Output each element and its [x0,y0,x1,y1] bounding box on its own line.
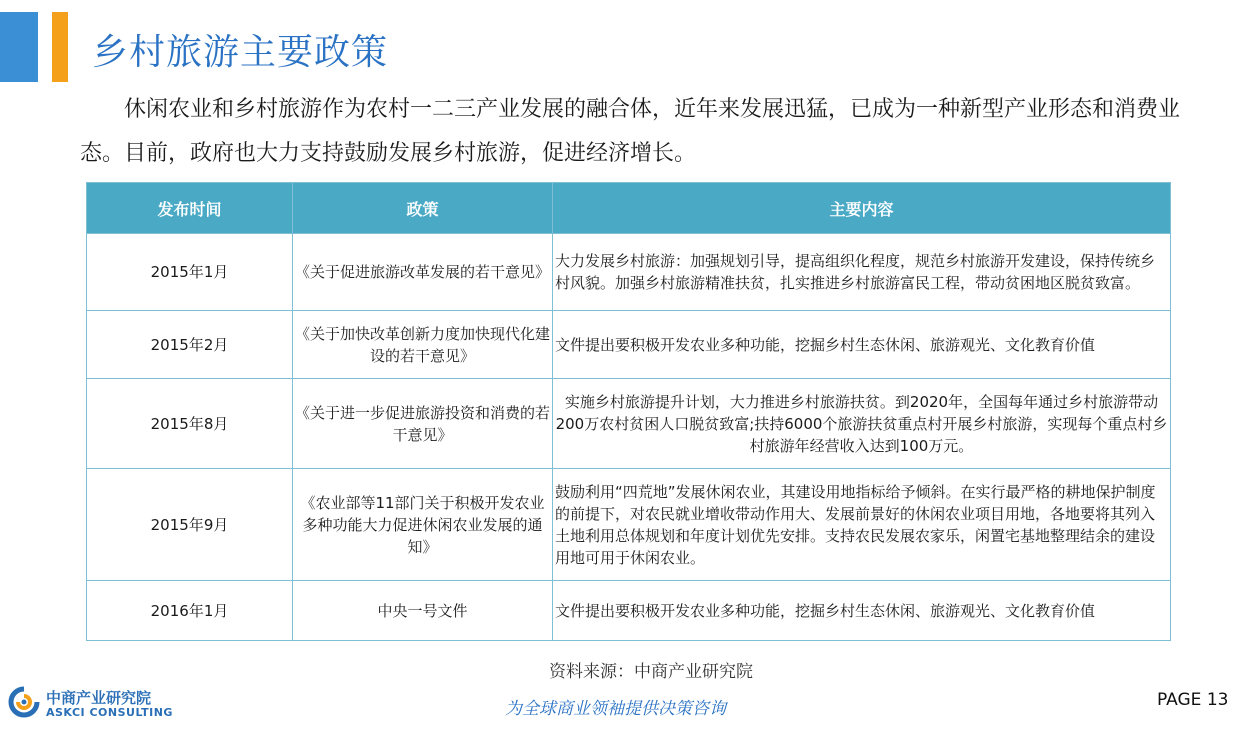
row-content: 鼓励利用“四荒地”发展休闲农业，其建设用地指标给予倾斜。在实行最严格的耕地保护制度的前提下，对农民就业增收带动作用大、发展前景好的休闲农业项目用地，各地要将其列入土地利用总体规划和年度计划优先安排。支持农民发展农家乐，闲置宅基地整理结余的建设用地可用于休闲农业。 [553,469,1171,581]
askci-logo [8,686,178,722]
logo-text-cn: 中商产业研究院 [46,689,152,707]
policy-table [86,182,1171,641]
row-date: 2016年1月 [87,581,293,641]
row-content: 实施乡村旅游提升计划，大力推进乡村旅游扶贫。到2020年，全国每年通过乡村旅游带动200万农村贫困人口脱贫致富;扶持6000个旅游扶贫重点村开展乡村旅游，实现每个重点村乡村旅游年经营收入达到100万元。 [553,379,1171,469]
col-header-content: 主要内容 [553,183,1171,234]
table-row [87,234,1171,311]
row-policy: 中央一号文件 [293,581,553,641]
row-date: 2015年9月 [87,469,293,581]
table-row [87,379,1171,469]
source-note: 资料来源：中商产业研究院 [549,662,753,682]
askci-logo-icon [8,686,40,720]
row-policy: 《农业部等11部门关于积极开发农业多种功能大力促进休闲农业发展的通知》 [293,469,553,581]
row-content: 文件提出要积极开发农业多种功能，挖掘乡村生态休闲、旅游观光、文化教育价值 [553,581,1171,641]
row-date: 2015年8月 [87,379,293,469]
row-date: 2015年1月 [87,234,293,311]
col-header-policy: 政策 [293,183,553,234]
page-title: 乡村旅游主要政策 [92,32,389,73]
accent-bar-blue [0,12,38,82]
accent-bar-orange [52,12,68,82]
row-date: 2015年2月 [87,311,293,379]
col-header-date: 发布时间 [87,183,293,234]
row-policy: 《关于加快改革创新力度加快现代化建设的若干意见》 [293,311,553,379]
table-row [87,581,1171,641]
row-policy: 《关于促进旅游改革发展的若干意见》 [293,234,553,311]
footer-slogan: 为全球商业领袖提供决策咨询 [505,699,726,719]
page-number: PAGE 13 [1157,690,1229,710]
row-policy: 《关于进一步促进旅游投资和消费的若干意见》 [293,379,553,469]
intro-paragraph: 休闲农业和乡村旅游作为农村一二三产业发展的融合体，近年来发展迅猛，已成为一种新型产业形态和消费业态。目前，政府也大力支持鼓励发展乡村旅游，促进经济增长。 [80,97,1181,166]
row-content: 大力发展乡村旅游：加强规划引导，提高组织化程度，规范乡村旅游开发建设，保持传统乡村风貌。加强乡村旅游精准扶贫，扎实推进乡村旅游富民工程，带动贫困地区脱贫致富。 [553,234,1171,311]
table-header-row [87,183,1171,234]
table-row [87,469,1171,581]
logo-text-en: ASKCI CONSULTING [46,706,173,719]
table-row [87,311,1171,379]
row-content: 文件提出要积极开发农业多种功能，挖掘乡村生态休闲、旅游观光、文化教育价值 [553,311,1171,379]
